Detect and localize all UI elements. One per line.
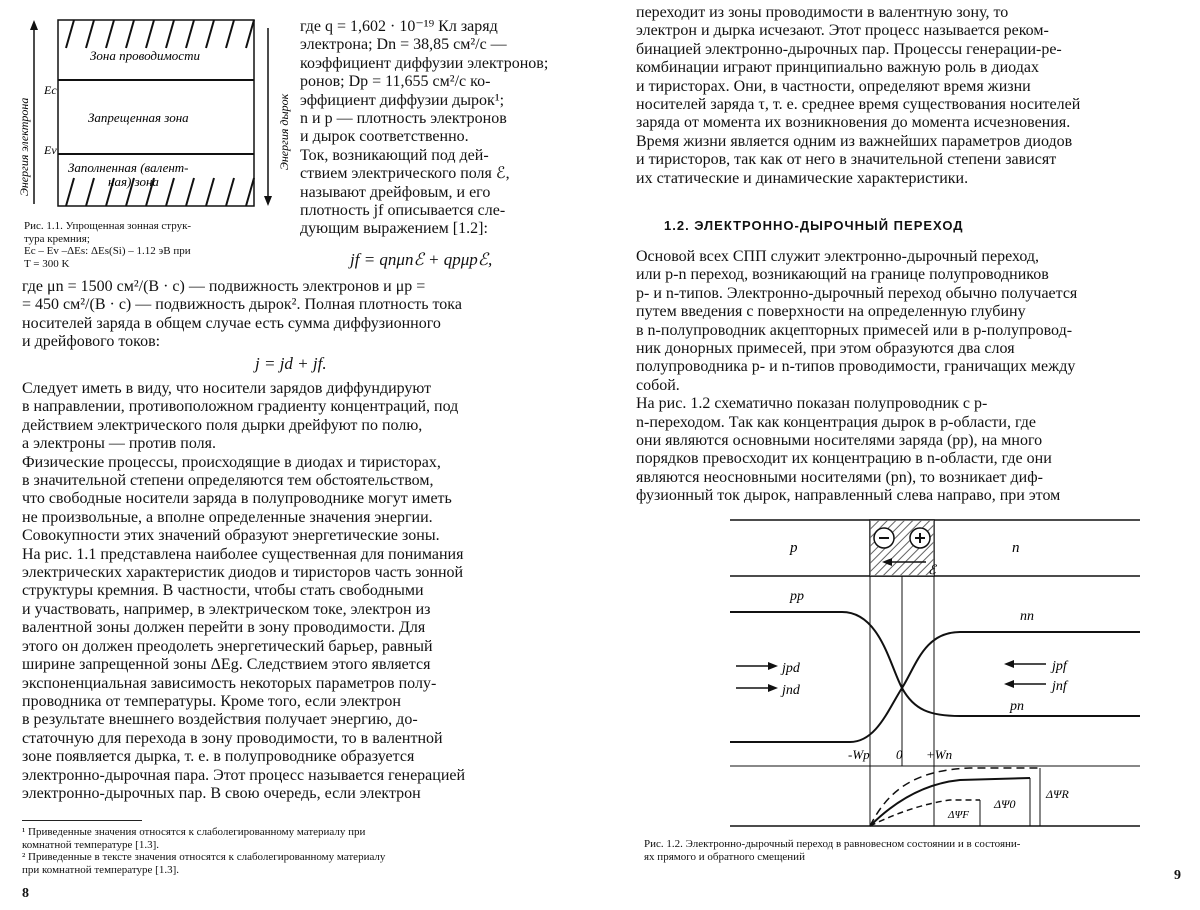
minus-wp-label: -Wp [848,747,870,762]
n-region-label: n [1012,540,1020,556]
body-paragraph: Следует иметь в виду, что носители зарядов диффундируют в направлении, противоположном градиенту концентраций, под действием электрического поля дырки дрейфуют по полю, а электроны — против поля. Физические процессы, происходящие в диодах и тиристорах, в значительной степени определяются тем обстоятельством, что свободные носители заряда в полупроводнике могут иметь не произвольные, а вполне определенные значения энергии. Совокупности этих значений образуют энергетические зоны. На рис. 1.1 представлена наиболее существенная для понимания электрических характеристик диодов и тиристоров часть зонной структуры кремния. В частности, чтобы стать свободными и участвовать, например, в электрическом токе, электрон из валентной зоны должен перейти в зону проводимости. Для этого он должен преодолеть энергетический барьер, равный ширине запрещенной зоны ΔEg. Следствием этого является экспоненциальная зависимость некоторых параметров полу- проводника от температуры. Кроме того, если электрон в результате внешнего воздействия получает энергию, до- статочную для перехода в зону проводимости, то в валентной зоне появляется дырка, т. е. в полупроводнике образуется электронно-дырочная пара. Этот процесс называется генерацией электронно-дырочных пар. В свою очередь, если электрон [22,380,466,802]
left-page [0,0,590,910]
total-current-formula: j = jd + jf. [255,354,327,373]
dpsir-label: ΔΨR [1046,787,1069,801]
ev-label: Ev [44,143,57,157]
jpf-label: jpf [1052,659,1067,674]
nn-label: nn [1020,609,1034,624]
field-label: ℰ [928,562,936,577]
page-number: 9 [1174,868,1181,883]
figure-1-1 [12,14,292,214]
jpd-label: jpd [782,661,800,676]
electron-energy-axis-label: Энергия электрона [17,97,31,196]
hole-energy-axis-label: Энергия дырок [277,93,291,170]
dpsi0-label: ΔΨ0 [994,797,1016,811]
zero-label: 0 [896,747,903,762]
mobility-paragraph: где μn = 1500 см²/(В · с) — подвижность электронов и μp = = 450 см²/(В · с) — подвижность дырок². Полная плотность тока носителей заряда в общем случае есть сумма диффузионного и дрейфового токов: [22,278,462,351]
jnd-label: jnd [782,683,800,698]
footnote-rule [22,820,142,821]
p-region-label: p [790,540,798,556]
valence-zone-label: Заполненная (валент- [68,160,189,175]
valence-zone-label-2: ная) зона [108,174,159,189]
section-heading: 1.2. ЭЛЕКТРОННО-ДЫРОЧНЫЙ ПЕРЕХОД [664,218,964,233]
right-page [600,0,1200,910]
drift-current-formula: jf = qnμnℰ + qpμpℰ, [350,250,493,269]
forbidden-zone-label: Запрещенная зона [88,110,189,125]
page-number: 8 [22,886,29,901]
pn-junction-paragraph: Основой всех СПП служит электронно-дырочный переход, или p-n переход, возникающий на границе полупроводников p- и n-типов. Электронно-дырочный переход обычно получается путем введения с поверхности на определенную глубину в n-полупроводник акцепторных примесей или в p-полупровод- ник донорных примесей, при этом образуются два слоя полупроводника p- и n-типов проводимости, граничащих между собой. На рис. 1.2 схематично показан полупроводник с p- n-переходом. Так как концентрация дырок в p-области, где они являются основными носителями заряда (pp), на много порядков превосходит их концентрацию в n-области, где они являются неосновными носителями (pn), то возникает диф- фузионный ток дырок, направленный слева направо, при этом [636,248,1078,505]
plus-wn-label: +Wn [926,747,953,762]
conduction-zone-label: Зона проводимости [90,48,200,63]
text-beside-figure: где q = 1,602 · 10⁻¹⁹ Кл заряд электрона; Dn = 38,85 см²/с — коэффициент диффузии электронов; ронов; Dp = 11,655 см²/с ко- эффициент диффузии дырок¹; n и p — плотность электронов и дырок соответственно. Ток, возникающий под дей- ствием электрического поля ℰ, называют дрейфовым, и его плотность jf описывается сле- дующим выражением [1.2]: [300,18,549,238]
ec-label: Ec [44,83,57,97]
recombination-paragraph: переходит из зоны проводимости в валентную зону, то электрон и дырка исчезают. Этот процесс называется реком- бинацией электронно-дырочных пар. Процессы генерации-ре- комбинации играют принципиально важную роль в диодах и тиристорах. Они, в частности, определяют время жизни носителей заряда τ, т. е. среднее время существования носителей заряда от момента их возникновения до момента исчезновения. Время жизни является одним из важнейших параметров диодов и тиристоров, так как от него в значительной степени зависят их статические и динамические характеристики. [636,4,1081,187]
dpsif-label: ΔΨF [948,809,969,821]
pp-label: pp [790,589,804,604]
pn-label: pn [1010,699,1024,714]
figure-1-1-caption: Рис. 1.1. Упрощенная зонная струк- тура кремния; Eс – Ev –ΔEs: ΔEs(Si) – 1.12 эВ при T = 300 K [24,220,192,270]
figure-1-2-caption: Рис. 1.2. Электронно-дырочный переход в равновесном состоянии и в состояни- ях прямого и обратного смещений [644,838,1021,863]
footnotes: ¹ Приведенные значения относятся к слаболегированному материалу при комнатной температуре [1.3]. ² Приведенные в тексте значения относятся к слаболегированному материалу при комнатной температуре [1.3]. [22,826,386,876]
figure-1-2 [730,516,1140,832]
jnf-label: jnf [1052,679,1067,694]
